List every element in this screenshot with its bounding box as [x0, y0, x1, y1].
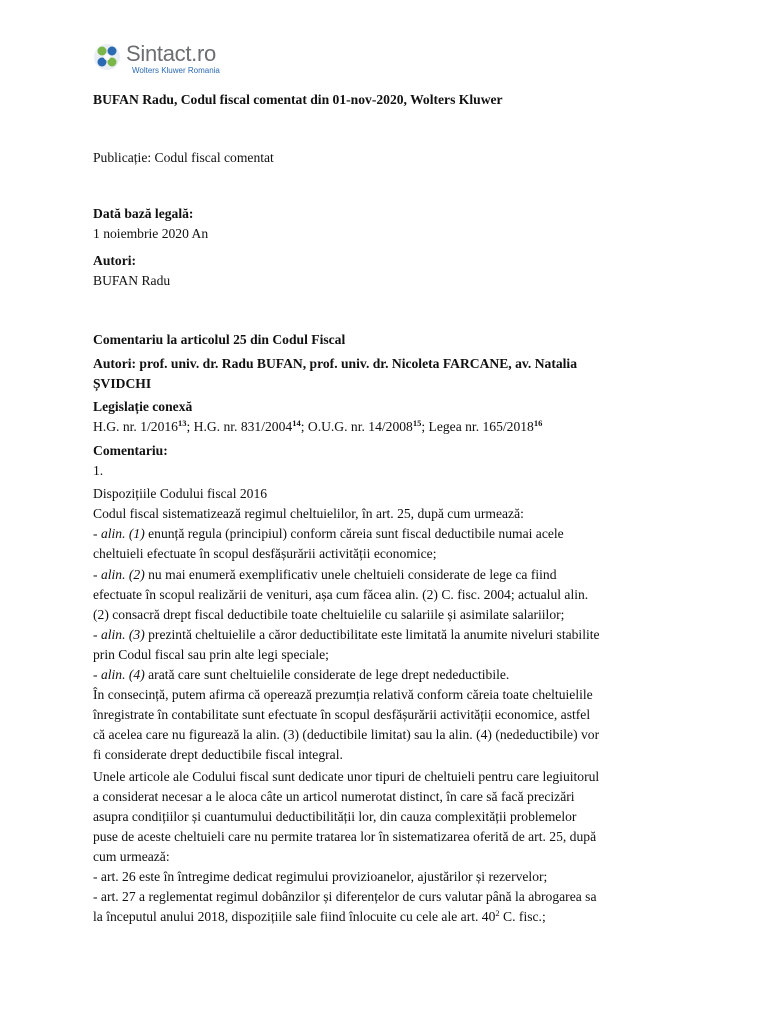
footnote-ref[interactable]: 16	[533, 418, 543, 428]
legal-date-label: Dată bază legală:	[93, 206, 194, 221]
body-line: - alin. (4) arată care sunt cheltuielile considerate de lege drept nedeductibile.	[93, 667, 510, 682]
related-ref-1[interactable]: H.G. nr. 1/2016	[93, 419, 178, 434]
body-line: puse de aceste cheltuieli care nu permite tratarea lor în sistematizarea oferită de art. 25, după	[93, 829, 597, 844]
logo-subtitle: Wolters Kluwer Romania	[132, 66, 220, 75]
authors-value: BUFAN Radu	[93, 273, 171, 288]
footnote-ref[interactable]: 14	[292, 418, 301, 428]
italic-ref: alin. (2)	[100, 567, 145, 582]
body-line: la începutul anului 2018, dispozițiile sale fiind înlocuite cu cele ale art. $40^2$ C. fisc.;	[93, 908, 546, 924]
body-line: cum urmează:	[93, 849, 170, 864]
body-line: Dispozițiile Codului fiscal 2016	[93, 486, 268, 501]
body-line: asupra condițiilor și cuantumului deductibilității lor, din cauza complexității problemelor	[93, 809, 577, 824]
legal-date-value: 1 noiembrie 2020 An	[93, 226, 209, 241]
related-legislation-line	[93, 417, 542, 437]
body-line: că acelea care nu figurează la alin. (3) (deductibile limitat) sau la alin. (4) (nedeductibile) vor	[93, 727, 600, 742]
authors-label: Autori:	[93, 253, 137, 268]
body-line: - alin. (2) nu mai enumeră exemplificativ unele cheltuieli considerate de lege ca fiind	[93, 567, 557, 582]
globe-logo-icon	[92, 42, 122, 72]
body-line: înregistrate în contabilitate sunt efectuate în scopul desfășurării activității economice, astfel	[93, 707, 591, 722]
section-number: 1.	[93, 463, 104, 478]
body-line: - art. 27 a reglementat regimul dobânzilor și diferențelor de curs valutar până la abrogarea sa	[93, 889, 597, 904]
body-line: cheltuieli efectuate în scopul desfășurării activității economice;	[93, 546, 437, 561]
related-ref-2[interactable]: ; H.G. nr. 831/2004	[186, 419, 293, 434]
body-line: - art. 26 este în întregime dedicat regimului provizioanelor, ajustărilor și rezervelor;	[93, 869, 548, 884]
comment-authors-line-2: ȘVIDCHI	[93, 376, 152, 391]
superscript: 2	[495, 908, 500, 918]
logo-name: Sintact.ro	[126, 41, 216, 66]
comment-title: Comentariu la articolul 25 din Codul Fiscal	[93, 332, 346, 347]
body-line: Unele articole ale Codului fiscal sunt dedicate unor tipuri de cheltuieli pentru care legiuitorul	[93, 769, 600, 784]
body-line: efectuate în scopul realizării de venituri, așa cum făcea alin. (2) C. fisc. 2004; actualul alin.	[93, 587, 589, 602]
sintact-logo	[92, 42, 220, 82]
body-line: În consecință, putem afirma că operează prezumția relativă conform căreia toate cheltuielile	[93, 687, 593, 702]
body-line: - alin. (1) enunță regula (principiul) conform căreia sunt fiscal deductibile numai acele	[93, 526, 564, 541]
body-line: - alin. (3) prezintă cheltuielile a căror deductibilitate este limitată la anumite niveluri stabilite	[93, 627, 600, 642]
related-ref-3[interactable]: ; O.U.G. nr. 14/2008	[300, 419, 413, 434]
body-line: fi considerate drept deductibile fiscal integral.	[93, 747, 343, 762]
italic-ref: alin. (3)	[100, 627, 145, 642]
publication-line: Publicație: Codul fiscal comentat	[93, 150, 274, 165]
body-line: Codul fiscal sistematizează regimul cheltuielilor, în art. 25, după cum urmează:	[93, 506, 524, 521]
comment-authors-line-1: Autori: prof. univ. dr. Radu BUFAN, prof. univ. dr. Nicoleta FARCANE, av. Natalia	[93, 356, 578, 371]
italic-ref: alin. (1)	[100, 526, 145, 541]
body-line: prin Codul fiscal sau prin alte legi speciale;	[93, 647, 329, 662]
body-line: (2) consacră drept fiscal deductibile toate cheltuielile cu salariile și asimilate salariilor;	[93, 607, 565, 622]
commentary-label: Comentariu:	[93, 443, 168, 458]
related-ref-4[interactable]: ; Legea nr. 165/2018	[421, 419, 534, 434]
related-legislation-label: Legislație conexă	[93, 399, 193, 414]
document-title: BUFAN Radu, Codul fiscal comentat din 01-nov-2020, Wolters Kluwer	[93, 92, 503, 107]
footnote-ref[interactable]: 15	[412, 418, 422, 428]
body-line: a considerat necesar a le aloca câte un articol numerotat distinct, în care să facă precizări	[93, 789, 575, 804]
footnote-ref[interactable]: 13	[177, 418, 187, 428]
italic-ref: alin. (4)	[100, 667, 145, 682]
